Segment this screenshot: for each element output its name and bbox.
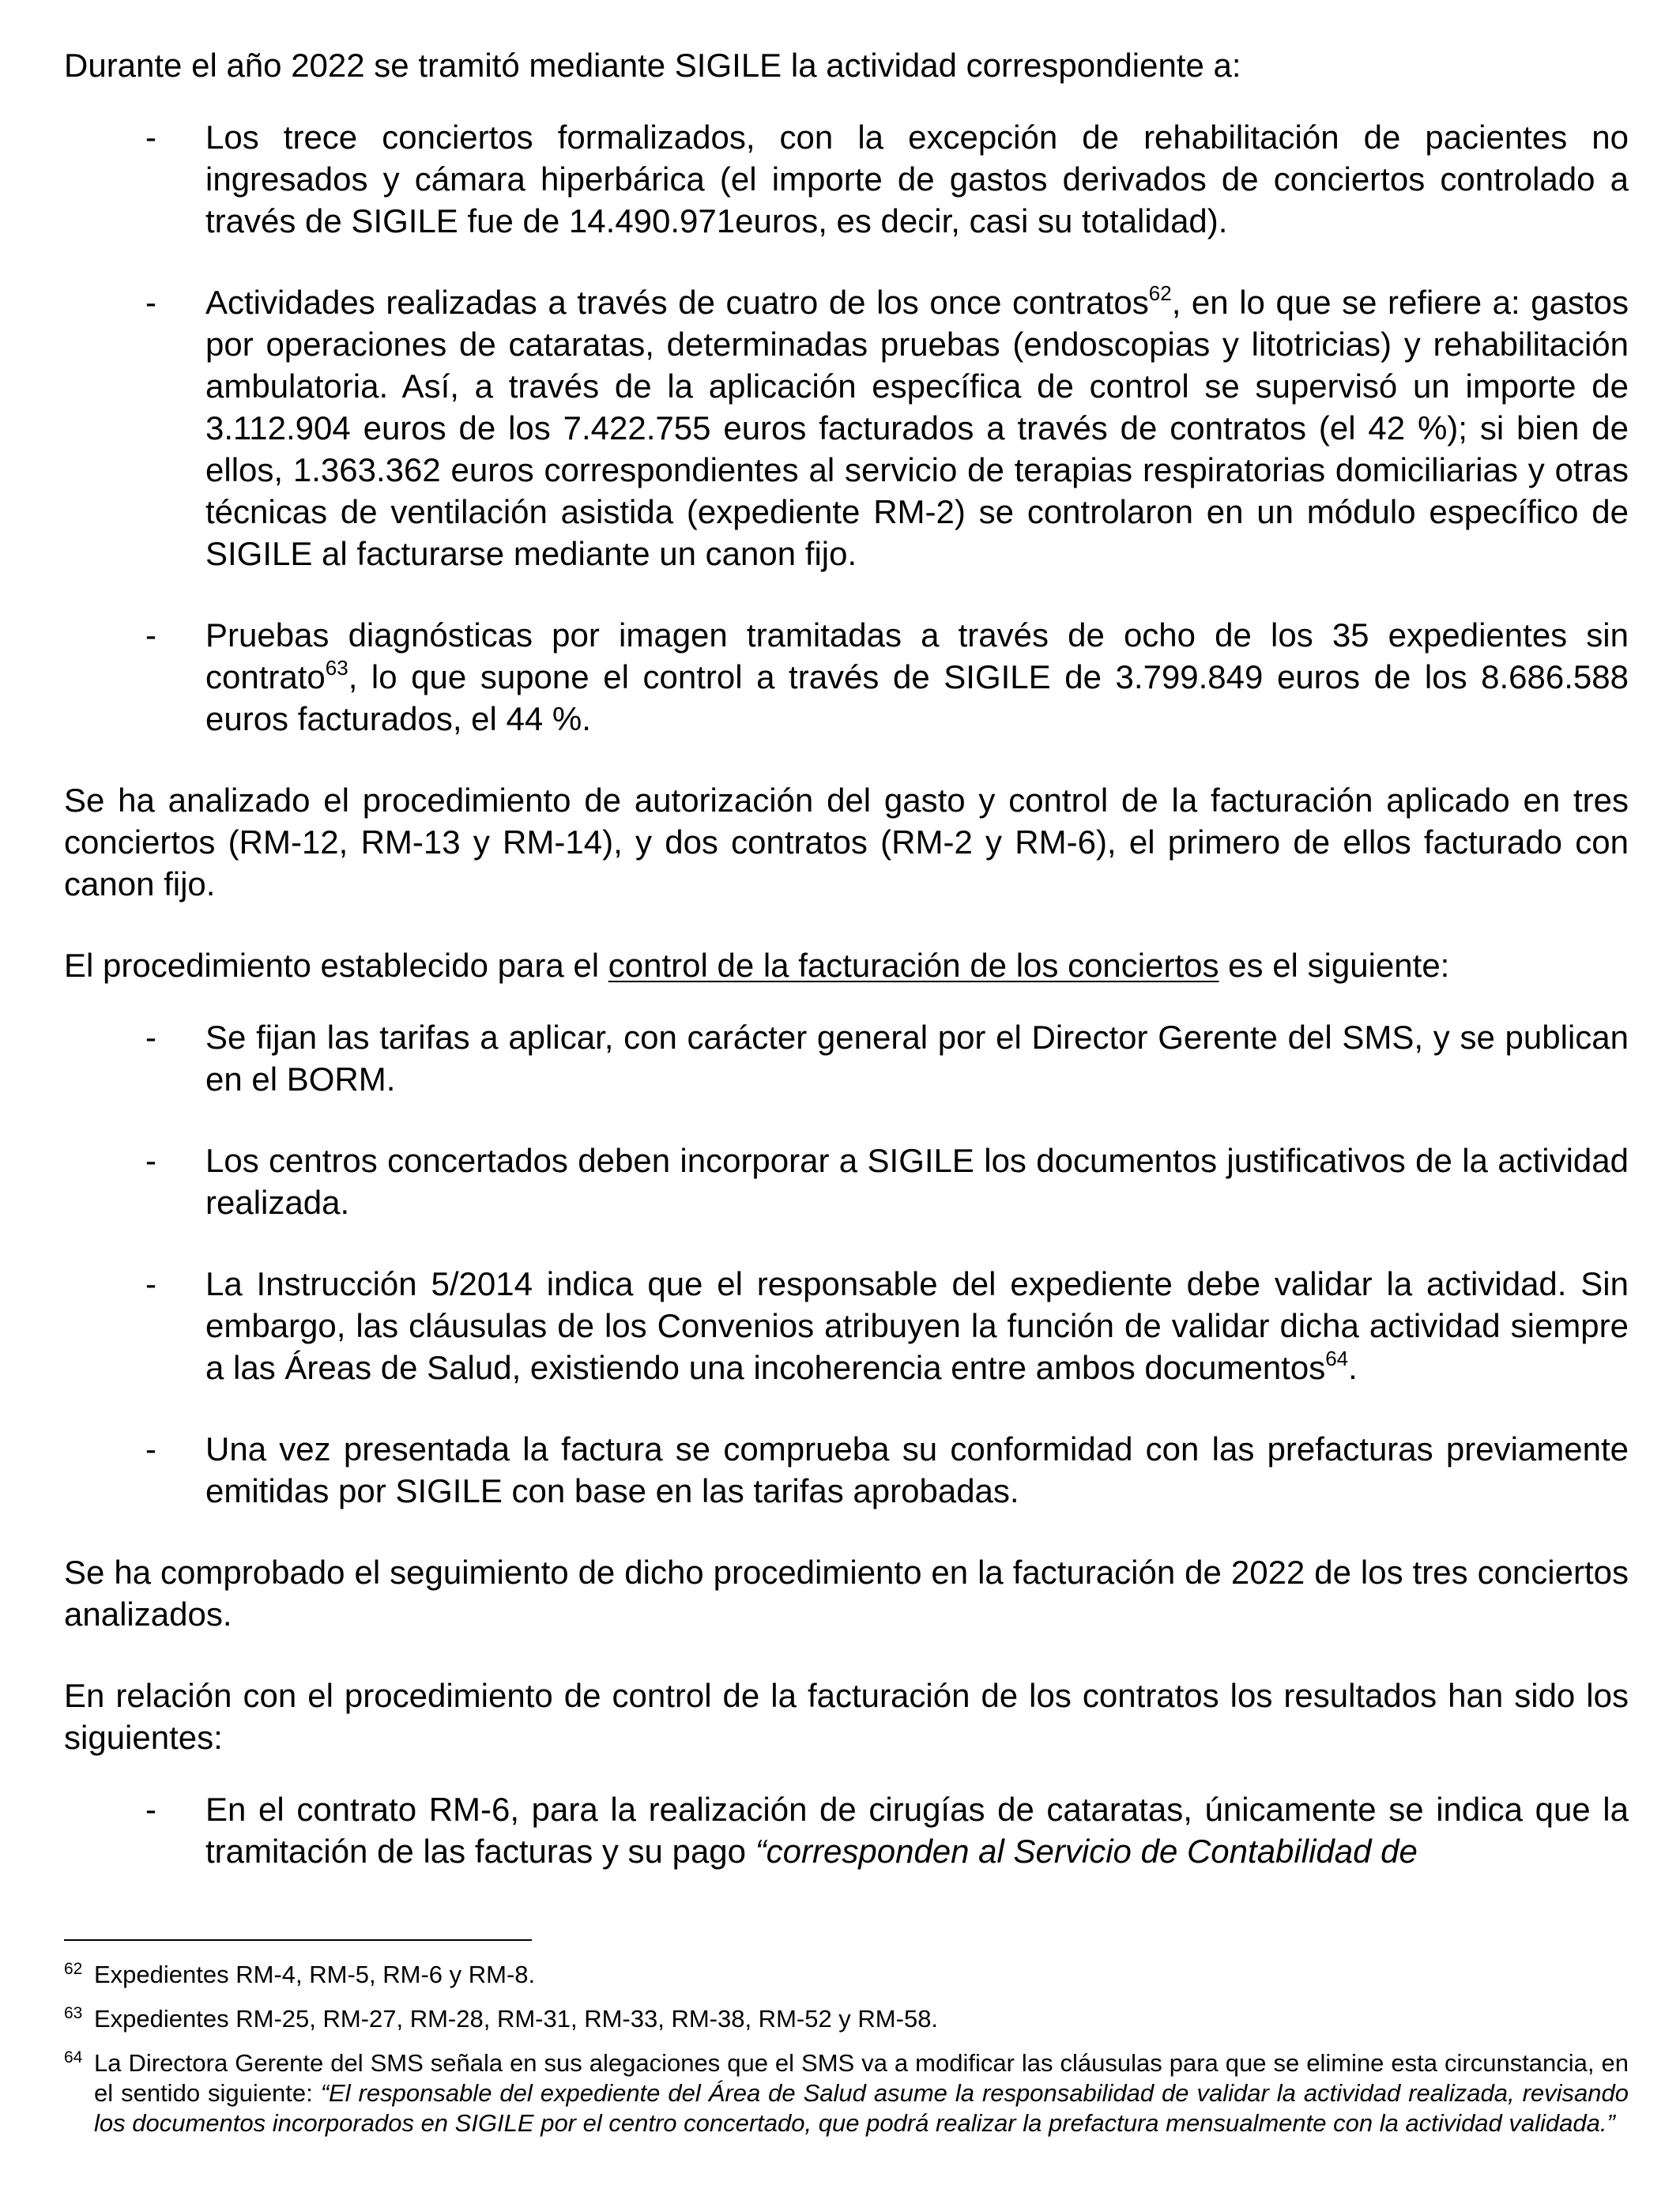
- list-dash: -: [145, 1791, 156, 1828]
- procedure-list: [64, 1016, 1629, 1512]
- list-item: [64, 1140, 1629, 1223]
- procedure-text-before: El procedimiento establecido para el: [64, 947, 608, 984]
- list-item-quote: “corresponden al Servicio de Contabilidad de: [755, 1833, 1418, 1870]
- footnote-number: 62: [64, 1960, 83, 1978]
- list-dash: -: [145, 284, 156, 321]
- list-item: [64, 1788, 1629, 1872]
- list-dash: -: [145, 1430, 156, 1467]
- analysis-paragraph: Se ha analizado el procedimiento de autorización del gasto y control de la facturación aplicado en tres conciertos (RM-12, RM-13 y RM-14), y dos contratos (RM-2 y RM-6), el primero de ellos facturado con canon fijo.: [64, 782, 1629, 902]
- document-body: [64, 44, 1629, 1872]
- list-item-text: Una vez presentada la factura se comprueba su conformidad con las prefacturas previamente emitidas por SIGILE con base en las tarifas aprobadas.: [205, 1430, 1629, 1509]
- list-item: [64, 281, 1629, 575]
- footnote-ref-62[interactable]: 62: [1148, 281, 1172, 305]
- list-item-text: Actividades realizadas a través de cuatro de los once contratos: [205, 284, 1149, 321]
- footnote-number: 63: [64, 2004, 83, 2022]
- list-item: [64, 1016, 1629, 1100]
- footnote-62: [64, 1960, 1629, 1990]
- list-item-text: En el contrato RM-6, para la realización de cirugías de cataratas, únicamente se indica que la tramitación de las facturas y su pago: [205, 1791, 1629, 1870]
- list-item-text: La Instrucción 5/2014 indica que el responsable del expediente debe validar la actividad. Sin embargo, las cláusulas de los Convenios atribuyen la función de validar dicha actividad siempre a las Áreas de Salud, existiendo una incoherencia entre ambos documentos: [205, 1265, 1629, 1386]
- footnote-separator: [64, 1939, 532, 1941]
- footnote-63: [64, 2004, 1629, 2034]
- list-item: [64, 116, 1629, 242]
- footnote-64: [64, 2048, 1629, 2138]
- list-item-text-continued: , lo que supone el control a través de SIGILE de 3.799.849 euros de los 8.686.588 euros facturados, el 44 %.: [205, 658, 1629, 737]
- footnote-ref-64[interactable]: 64: [1325, 1347, 1349, 1370]
- footnote-quote: “El responsable del expediente del Área de Salud asume la responsabilidad de validar la actividad realizada, revisando los documentos incorporados en SIGILE por el centro concertado, que podrá realizar la prefactura mensualmente con la actividad validada.”: [94, 2079, 1629, 2137]
- footnote-ref-63[interactable]: 63: [325, 656, 348, 680]
- procedure-underlined-text: control de la facturación de los conciertos: [608, 947, 1219, 984]
- list-dash: -: [145, 616, 156, 654]
- list-item: [64, 1428, 1629, 1512]
- list-item-text: Pruebas diagnósticas por imagen tramitadas a través de ocho de los 35 expedientes sin contrato: [205, 616, 1629, 695]
- intro-paragraph: Durante el año 2022 se tramitó mediante SIGILE la actividad correspondiente a:: [64, 47, 1241, 84]
- list-dash: -: [145, 119, 156, 156]
- activities-list: [64, 116, 1629, 740]
- list-dash: -: [145, 1019, 156, 1056]
- list-item-text: Los centros concertados deben incorporar a SIGILE los documentos justificativos de la actividad realizada.: [205, 1142, 1629, 1221]
- list-item-text: Los trece conciertos formalizados, con la excepción de rehabilitación de pacientes no ingresados y cámara hiperbárica (el importe de gastos derivados de conciertos controlado a través de SIGILE fue de 14.490.971euros, es decir, casi su totalidad).: [205, 119, 1629, 239]
- procedure-paragraph: [64, 944, 1629, 986]
- footnote-text: Expedientes RM-25, RM-27, RM-28, RM-31, RM-33, RM-38, RM-52 y RM-58.: [94, 2005, 939, 2033]
- list-dash: -: [145, 1265, 156, 1302]
- list-item: [64, 614, 1629, 740]
- footnotes-section: [64, 1960, 1629, 2153]
- procedure-text-after: es el siguiente:: [1219, 947, 1450, 984]
- footnote-text: La Directora Gerente del SMS señala en sus alegaciones que el SMS va a modificar las cláusulas para que se elimine esta circunstancia, en el sentido siguiente:: [94, 2049, 1629, 2107]
- list-item-text-continued: .: [1348, 1349, 1358, 1386]
- followup-paragraph: Se ha comprobado el seguimiento de dicho procedimiento en la facturación de 2022 de los tres conciertos analizados.: [64, 1554, 1629, 1633]
- list-item: [64, 1263, 1629, 1388]
- footnote-number: 64: [64, 2048, 83, 2067]
- list-item-text-continued: , en lo que se refiere a: gastos por operaciones de cataratas, determinadas pruebas (endoscopias y litotricias) y rehabilitación ambulatoria. Así, a través de la aplicación específica de control se supervisó un importe de 3.112.904 euros de los 7.422.755 euros facturados a través de contratos (el 42 %); si bien de ellos, 1.363.362 euros correspondientes al servicio de terapias respiratorias domiciliarias y otras técnicas de ventilación asistida (expediente RM-2) se controlaron en un módulo específico de SIGILE al facturarse mediante un canon fijo.: [205, 284, 1629, 572]
- contracts-paragraph: En relación con el procedimiento de control de la facturación de los contratos los resultados han sido los siguientes:: [64, 1677, 1629, 1756]
- contracts-list: [64, 1788, 1629, 1872]
- list-dash: -: [145, 1142, 156, 1179]
- list-item-text: Se fijan las tarifas a aplicar, con carácter general por el Director Gerente del SMS, y se publican en el BORM.: [205, 1019, 1629, 1098]
- footnote-text: Expedientes RM-4, RM-5, RM-6 y RM-8.: [94, 1961, 536, 1988]
